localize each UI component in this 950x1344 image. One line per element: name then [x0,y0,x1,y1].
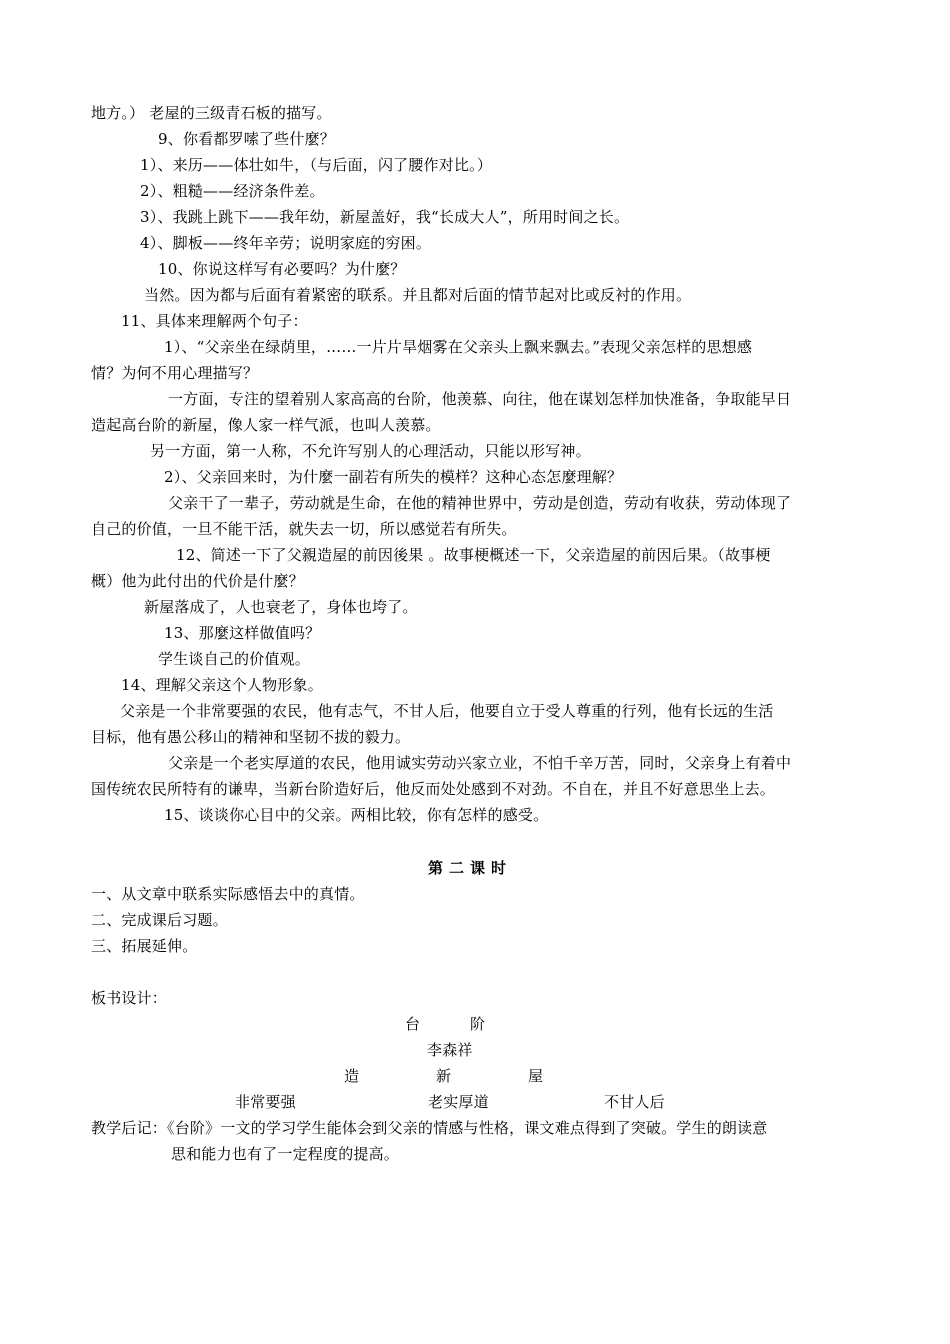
board-trait: 老实厚道 [428,1093,489,1111]
board-keyword: 新 [436,1067,452,1085]
section-item: 一、从文章中联系实际感悟去中的真情。 [91,885,365,903]
sub-question: 1）、“父亲坐在绿荫里，……一片片旱烟雾在父亲头上飘来飘去。”表现父亲怎样的思想感 [164,338,753,356]
board-keyword: 屋 [528,1067,544,1085]
text-line: 国传统农民所特有的谦卑，当新台阶造好后，他反而处处感到不对劲。不自在，并且不好意思坐上去。 [91,780,776,798]
question-14: 14、理解父亲这个人物形象。 [121,676,323,694]
text-line: 造起高台阶的新屋，像人家一样气派，也叫人羡慕。 [91,416,441,434]
board-trait: 不甘人后 [604,1093,665,1111]
section-item: 二、完成课后习题。 [91,911,228,929]
question-10: 10、你说这样写有必要吗？为什麼？ [158,260,406,278]
answer-text: 新屋落成了，人也衰老了，身体也垮了。 [144,598,418,616]
list-item: 1）、来历——体壮如牛，（与后面，闪了腰作对比。） [140,156,493,174]
text-line: 自己的价值，一旦不能干活，就失去一切，所以感觉若有所失。 [91,520,517,538]
text-line: 地方。） 老屋的三级青石板的描写。 [91,104,332,122]
postscript-line: 思和能力也有了一定程度的提高。 [171,1145,400,1163]
list-item: 4）、脚板——终年辛劳；说明家庭的穷困。 [140,234,432,252]
board-label: 板书设计： [91,989,168,1007]
list-item: 2）、粗糙——经济条件差。 [140,182,325,200]
postscript-line: 教学后记：《台阶》一文的学习学生能体会到父亲的情感与性格，课文难点得到了突破。学生的朗读意 [91,1119,768,1137]
question-11: 11、具体来理解两个句子： [121,312,308,330]
board-keyword: 造 [344,1067,360,1085]
answer-text: 另一方面，第一人称，不允许写别人的心理活动，只能以形写神。 [150,442,591,460]
sub-question: 2）、父亲回来时，为什麼一副若有所失的模样？这种心态怎麼理解？ [164,468,623,486]
list-item: 3）、我跳上跳下——我年幼，新屋盖好，我“长成大人”，所用时间之长。 [140,208,630,226]
board-title-char: 台 [405,1015,421,1033]
text-line: 情？为何不用心理描写？ [91,364,259,382]
answer-text: 当然。因为都与后面有着紧密的联系。并且都对后面的情节起对比或反衬的作用。 [144,286,692,304]
answer-text: 学生谈自己的价值观。 [158,650,311,668]
board-trait: 非常要强 [235,1093,296,1111]
board-title-char: 阶 [470,1015,486,1033]
question-13: 13、那麼这样做值吗？ [164,624,321,642]
question-15: 15、谈谈你心目中的父亲。两相比较，你有怎样的感受。 [164,806,549,824]
answer-text: 父亲是一个老实厚道的农民，他用诚实劳动兴家立业，不怕千辛万苦，同时，父亲身上有着中 [168,754,792,772]
answer-text: 一方面，专注的望着别人家高高的台阶，他羡慕、向往，他在谋划怎样加快准备，争取能早日 [168,390,792,408]
text-line: 概）他为此付出的代价是什麼？ [91,572,304,590]
section-heading: 第二课时 [428,859,513,877]
question-9: 9、你看都罗嗦了些什麼？ [158,130,335,148]
answer-text: 父亲是一个非常要强的农民，他有志气，不甘人后，他要自立于受人尊重的行列，他有长远的生活 [120,702,774,720]
section-item: 三、拓展延伸。 [91,937,198,955]
board-author: 李森祥 [427,1041,473,1059]
question-12: 12、简述一下了父親造屋的前因後果 。故事梗概述一下，父亲造屋的前因后果。（故事梗 [176,546,771,564]
answer-text: 父亲干了一辈子，劳动就是生命，在他的精神世界中，劳动是创造，劳动有收获，劳动体现了 [168,494,792,512]
text-line: 目标，他有愚公移山的精神和坚韧不拔的毅力。 [91,728,411,746]
